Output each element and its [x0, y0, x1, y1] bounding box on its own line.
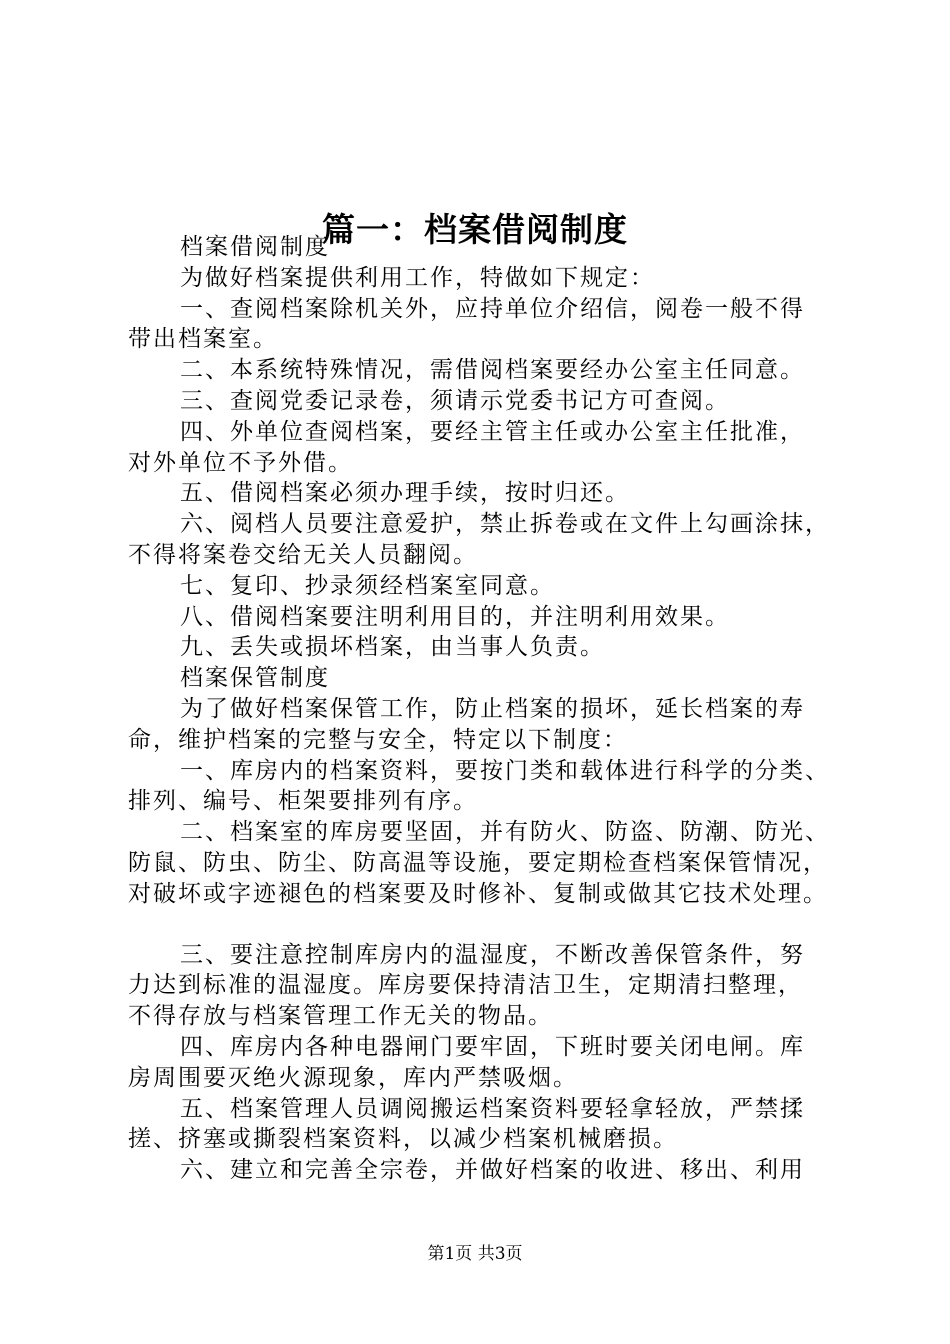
storage-rule-1: 一、库房内的档案资料，要按门类和载体进行科学的分类、 排列、编号、柜架要排列有序。	[128, 757, 830, 815]
intro-paragraph: 为做好档案提供利用工作，特做如下规定：	[180, 264, 655, 291]
rule-9: 九、丢失或损坏档案，由当事人负责。	[180, 634, 605, 661]
storage-intro-paragraph: 为了做好档案保管工作，防止档案的损坏，延长档案的寿 命，维护档案的完整与安全，特定以下制度：	[128, 695, 805, 753]
storage-rule-5: 五、档案管理人员调阅搬运档案资料要轻拿轻放，严禁揉 搓、挤塞或撕裂档案资料，以减少档案机械磨损。	[128, 1095, 805, 1153]
storage-rule-3: 三、要注意控制库房内的温湿度，不断改善保管条件，努 力达到标准的温湿度。库房要保持清洁卫生，定期清扫整理， 不得存放与档案管理工作无关的物品。	[128, 941, 805, 1030]
document-title: 篇一：档案借阅制度	[322, 210, 628, 250]
storage-rule-2: 二、档案室的库房要坚固，并有防火、防盗、防潮、防光、 防鼠、防虫、防尘、防高温等设施，要定期检查档案保管情况， 对破坏或字迹褪色的档案要及时修补、复制或做其它技术处理。	[128, 819, 830, 907]
rule-1: 一、查阅档案除机关外，应持单位介绍信，阅卷一般不得 带出档案室。	[128, 295, 805, 353]
rule-5: 五、借阅档案必须办理手续，按时归还。	[180, 480, 630, 507]
document-body	[128, 232, 850, 1186]
storage-rule-4: 四、库房内各种电器闸门要牢固，下班时要关闭电闸。库 房周围要灭绝火源现象，库内严禁吸烟。	[128, 1033, 805, 1091]
rule-2: 二、本系统特殊情况，需借阅档案要经办公室主任同意。	[180, 357, 805, 384]
page-footer: 第1页 共3页	[427, 1244, 523, 1264]
rule-8: 八、借阅档案要注明利用目的，并注明利用效果。	[180, 603, 730, 630]
rule-3: 三、查阅党委记录卷，须请示党委书记方可查阅。	[180, 387, 730, 414]
section-heading-storage: 档案保管制度	[180, 665, 330, 692]
rule-6: 六、阅档人员要注意爱护，禁止拆卷或在文件上勾画涂抹， 不得将案卷交给无关人员翻阅。	[128, 511, 830, 568]
section-heading-borrowing: 档案借阅制度	[180, 234, 330, 260]
rule-7: 七、复印、抄录须经档案室同意。	[180, 572, 555, 599]
rule-4: 四、外单位查阅档案，要经主管主任或办公室主任批准， 对外单位不予外借。	[128, 418, 805, 476]
storage-rule-6: 六、建立和完善全宗卷，并做好档案的收进、移出、利用	[180, 1157, 805, 1184]
